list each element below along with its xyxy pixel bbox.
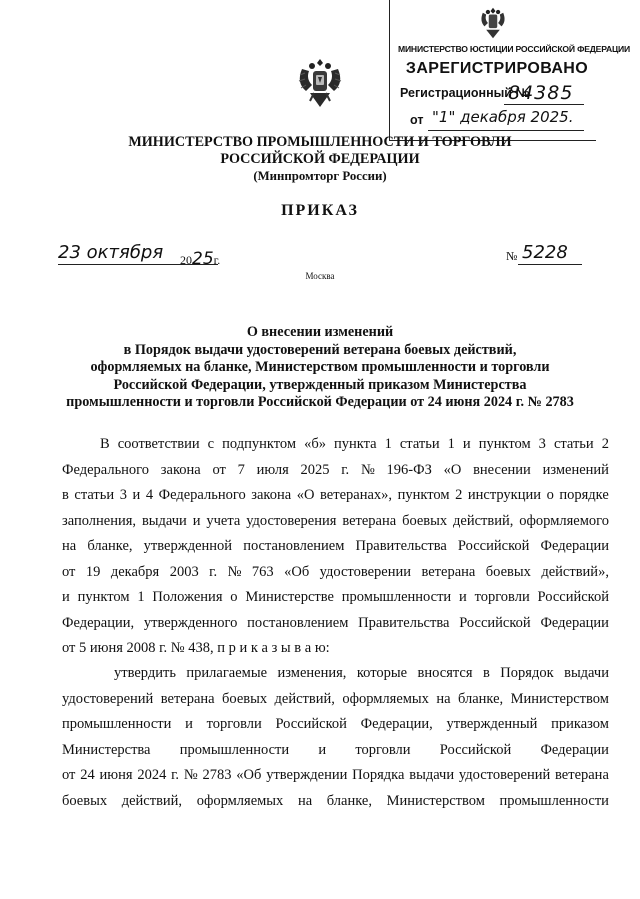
word: порядке — [559, 487, 609, 503]
word: от — [212, 461, 226, 478]
divider — [504, 104, 584, 105]
word: действий», — [541, 563, 609, 580]
word: выдачи — [564, 665, 609, 681]
word: Российской — [537, 589, 609, 605]
word: удостоверения — [246, 512, 337, 529]
word: пунктом — [77, 589, 130, 605]
order-city: Москва — [305, 271, 335, 281]
word: 1 — [384, 436, 392, 452]
heading-line: промышленности и торговли Российской Федерации от 24 июня 2024 г. № 2783 — [66, 394, 574, 411]
word: утвержденный — [446, 716, 538, 732]
stamp-date: "1" декабря 2025. — [432, 108, 574, 126]
org-short-name: (Минпромторг России) — [253, 169, 387, 183]
word: торговли — [355, 741, 411, 758]
divider — [518, 264, 582, 265]
body-line — [62, 458, 609, 484]
word: 2025 — [300, 461, 330, 478]
word: декабря — [110, 563, 160, 580]
word: «б» — [304, 436, 326, 452]
heading-line: Российской Федерации, утвержденный приказом Министерства — [113, 376, 527, 393]
word: № — [360, 461, 375, 478]
word: о — [230, 589, 238, 605]
word: Федерации, — [360, 716, 433, 732]
word: промышленности — [499, 792, 609, 809]
word: постановлением — [243, 538, 345, 554]
word: изменения, — [277, 665, 347, 681]
word: на — [62, 538, 77, 554]
word: «Об — [236, 767, 262, 783]
org-name-line1: МИНИСТЕРСТВО ПРОМЫШЛЕННОСТИ И ТОРГОВЛИ — [128, 134, 512, 150]
word: учета — [206, 512, 241, 529]
paragraph-order — [62, 661, 609, 814]
body-line — [62, 611, 609, 637]
word: статьи — [399, 436, 440, 452]
word: оформляемого — [519, 512, 609, 529]
stamp-reg-number: 84385 — [508, 82, 574, 104]
word: ветерана — [555, 767, 609, 783]
document-type-title: ПРИКАЗ — [281, 202, 359, 219]
word: Федерации — [540, 614, 609, 631]
word: внесении — [473, 461, 531, 478]
year-suffix: г. — [213, 253, 221, 267]
word: и — [318, 741, 327, 758]
word: вносятся — [417, 665, 473, 681]
year-handwritten: 25 — [192, 249, 214, 269]
word: в — [62, 487, 69, 503]
word: Федерации — [540, 741, 609, 758]
word: утверждении — [266, 767, 348, 783]
stamp-reg-label: Регистрационный № — [400, 86, 530, 100]
word: боевых — [402, 512, 448, 529]
word: «О — [296, 487, 315, 503]
document-heading — [40, 324, 600, 412]
word: и — [192, 512, 201, 529]
word: Порядок — [500, 665, 554, 681]
word: Правительства — [358, 614, 450, 631]
word: изменений — [542, 461, 609, 478]
word: приказом — [551, 716, 609, 732]
word: г. — [341, 461, 350, 478]
word: июля — [256, 461, 289, 478]
word: подпунктом — [222, 436, 297, 452]
heading-line: О внесении изменений — [246, 324, 394, 340]
word: промышленности — [341, 589, 452, 605]
word: Положения — [152, 589, 223, 605]
order-year — [180, 249, 220, 269]
word: и — [185, 716, 193, 732]
word: удостоверении — [319, 563, 411, 580]
body-line — [62, 687, 609, 713]
registration-stamp — [389, 0, 631, 141]
word: и — [459, 589, 467, 605]
order-number-label: № — [506, 249, 518, 263]
stamp-date-prefix: от — [410, 113, 424, 127]
word: боевых — [485, 563, 531, 580]
word: и — [462, 436, 471, 452]
word: пунктом — [478, 436, 531, 452]
word: Российской — [439, 741, 512, 758]
word: В — [100, 436, 110, 452]
word: Федерации, — [62, 614, 135, 631]
word: «О — [443, 461, 462, 478]
body-line — [62, 763, 609, 789]
word: 1 — [447, 436, 455, 452]
word: промышленности — [179, 741, 290, 758]
word: с — [207, 436, 215, 452]
stamp-ministry: МИНИСТЕРСТВО ЮСТИЦИИ РОССИЙСКОЙ ФЕДЕРАЦИИ — [398, 44, 631, 54]
word: Правительства — [355, 538, 447, 554]
body-line — [62, 585, 609, 611]
word: торговли — [474, 589, 530, 605]
word: утвержденной — [143, 538, 233, 554]
word: соответствии — [117, 436, 200, 452]
word: и — [62, 589, 70, 605]
word: от — [62, 563, 76, 580]
word: Министерства — [62, 741, 151, 758]
word: выдачи — [409, 767, 455, 783]
body-line — [62, 534, 609, 560]
word: Федерации — [540, 538, 609, 554]
word: Российской — [457, 538, 530, 554]
word: на — [297, 792, 313, 809]
word: июня — [99, 767, 133, 783]
word: удостоверений — [458, 767, 551, 783]
order-date-handwritten: 23 октября — [58, 242, 164, 263]
word: которые — [356, 665, 408, 681]
word: Федерального — [158, 487, 246, 503]
word: Министерстве — [245, 589, 334, 605]
word: статьи — [553, 436, 594, 452]
word: № — [227, 563, 242, 580]
word: бланке, — [457, 690, 504, 707]
word: пункта — [333, 436, 377, 452]
word: 19 — [85, 563, 101, 580]
word: 2783 — [202, 767, 232, 783]
word: 24 — [80, 767, 95, 783]
body-line — [62, 432, 609, 458]
word: г. — [171, 767, 180, 783]
year-printed: 20 — [180, 253, 192, 267]
word: действий, — [453, 512, 514, 529]
word: ветеранах», — [320, 487, 393, 503]
word: боевых — [62, 792, 108, 809]
order-number-handwritten: 5228 — [522, 242, 568, 263]
coat-of-arms-icon — [296, 57, 344, 111]
heading-line: в Порядок выдачи удостоверений ветерана боевых действий, — [123, 341, 517, 358]
word: утвердить — [114, 665, 176, 681]
word: инструкции — [467, 487, 541, 503]
word: Порядка — [352, 767, 405, 783]
body-line — [62, 509, 609, 535]
divider — [428, 130, 584, 131]
word: утвержденного — [143, 614, 238, 631]
word: статьи — [74, 487, 115, 503]
word: действий, — [274, 690, 335, 707]
word: выдачи — [141, 512, 187, 529]
word: промышленности — [62, 716, 172, 732]
word: действий, — [121, 792, 183, 809]
word: бланке, — [326, 792, 372, 809]
word: на — [436, 690, 451, 707]
word: Министерством — [510, 690, 609, 707]
word: о — [546, 487, 554, 503]
word: 3 — [119, 487, 127, 503]
word: бланке, — [87, 538, 133, 554]
body-line: от 5 июня 2008 г. № 438, п р и к а з ы в а ю: — [62, 640, 330, 656]
word: 763 — [251, 563, 274, 580]
word: ветерана — [421, 563, 476, 580]
word: пунктом — [397, 487, 450, 503]
word: постановлением — [247, 614, 349, 631]
word: оформляемых — [342, 690, 429, 707]
word: от — [62, 767, 76, 783]
word: Российской — [275, 716, 347, 732]
word: и — [132, 487, 141, 503]
word: 2 — [601, 436, 609, 452]
heading-line: оформляемых на бланке, Министерством промышленности и торговли — [90, 359, 550, 376]
word: боевых — [222, 690, 268, 707]
word: «Об — [284, 563, 310, 580]
word: 2 — [455, 487, 463, 503]
body-line — [62, 661, 609, 687]
coat-of-arms-icon — [476, 4, 510, 42]
word: № — [183, 767, 198, 783]
word: 3 — [538, 436, 546, 452]
word: 2003 — [169, 563, 199, 580]
word: закона — [251, 487, 292, 503]
word: 7 — [237, 461, 245, 478]
stamp-status: ЗАРЕГИСТРИРОВАНО — [405, 60, 589, 77]
word: прилагаемые — [186, 665, 268, 681]
word: ветерана — [342, 512, 397, 529]
organization-header — [0, 134, 640, 185]
word: заполнения, — [62, 512, 137, 529]
word: удостоверений — [62, 690, 154, 707]
word: ветерана — [160, 690, 215, 707]
body-line — [62, 560, 609, 586]
body-line — [62, 712, 609, 738]
word: закона — [160, 461, 201, 478]
word: торговли — [206, 716, 262, 732]
word: 1 — [137, 589, 145, 605]
word: оформляемых — [196, 792, 284, 809]
body-line — [62, 789, 609, 815]
body-line — [62, 738, 609, 764]
word: 2024 — [137, 767, 167, 783]
org-name-line2: РОССИЙСКОЙ ФЕДЕРАЦИИ — [220, 151, 420, 167]
body-line — [62, 483, 609, 509]
paragraph-preamble — [62, 432, 609, 662]
word: Министерством — [386, 792, 485, 809]
word: Федерального — [62, 461, 150, 478]
word: г. — [209, 563, 218, 580]
word: 4 — [145, 487, 154, 503]
word: в — [482, 665, 490, 681]
word: Российской — [459, 614, 531, 631]
word: 196-ФЗ — [386, 461, 432, 478]
